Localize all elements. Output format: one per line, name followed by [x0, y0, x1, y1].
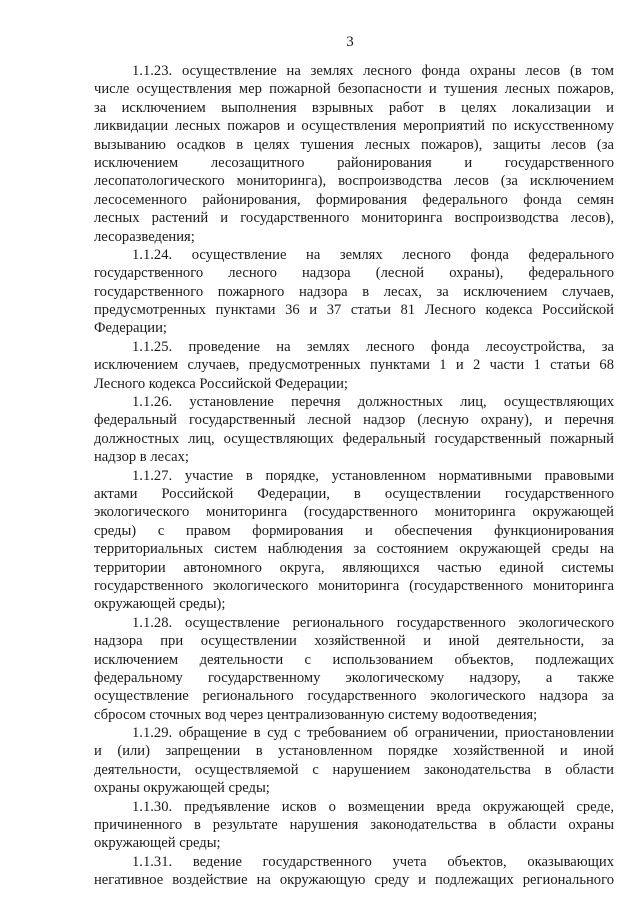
text-line: лесопатологического мониторинга), воспроизводства лесов (за исключением — [94, 173, 614, 190]
text-line: федеральный государственный лесной надзор (лесную охрану), и перечня — [94, 412, 614, 429]
text-line: 1.1.24. осуществление на землях лесного фонда федерального — [132, 246, 614, 263]
text-line: негативное воздействие на окружающую среду и подлежащих регионального — [94, 872, 614, 889]
text-line: Федерации; — [94, 320, 167, 337]
text-line: ликвидации лесных пожаров и осуществления мероприятий по искусственному — [94, 118, 614, 135]
page-number: 3 — [346, 34, 354, 50]
text-line: 1.1.31. ведение государственного учета объектов, оказывающих — [132, 853, 614, 870]
document-body — [94, 62, 614, 890]
text-line: территориальных систем наблюдения за состоянием окружающей среды на — [94, 541, 614, 558]
text-line: деятельности, осуществляемой с нарушением законодательства в области — [94, 761, 614, 778]
text-line: осуществление регионального государственного экологического надзора за — [94, 688, 614, 705]
text-line: исключением деятельности с использованием объектов, подлежащих — [94, 651, 614, 668]
text-line: охраны окружающей среды; — [94, 780, 270, 797]
text-line: 1.1.23. осуществление на землях лесного фонда охраны лесов (в том — [132, 63, 614, 79]
text-line: окружающей среды); — [94, 596, 226, 613]
text-line: лесных растений и государственного мониторинга воспроизводства лесов), — [94, 210, 614, 227]
text-line: 1.1.28. осуществление регионального государственного экологического — [132, 614, 614, 631]
text-line: исключением лесозащитного районирования и государственного — [94, 154, 614, 171]
text-line: государственного пожарного надзора в лесах, за исключением случаев, — [94, 283, 614, 300]
text-line: за исключением выполнения взрывных работ в целях локализации и — [94, 99, 614, 116]
text-line: лесосеменного районирования, формирования федерального фонда семян — [94, 191, 614, 208]
text-line: экологического мониторинга (государственного мониторинга окружающей — [94, 504, 614, 521]
text-line: вызыванию осадков в целях тушения лесных пожаров), защиты лесов (за — [94, 136, 614, 153]
text-line: 1.1.30. предъявление исков о возмещении вреда окружающей среде, — [132, 798, 614, 815]
text-line: лесоразведения; — [94, 228, 195, 245]
text-line: сбросом сточных вод через централизованную систему водоотведения; — [94, 706, 538, 723]
text-line: и (или) запрещении в установленном порядке хозяйственной и иной — [94, 743, 614, 760]
text-line: федеральному государственному экологическому надзору, а также — [94, 669, 614, 686]
text-line: должностных лиц, осуществляющих федеральный государственный пожарный — [94, 430, 614, 447]
text-line: актами Российской Федерации, в осуществлении государственного — [94, 485, 614, 502]
text-line: 1.1.26. установление перечня должностных лиц, осуществляющих — [132, 394, 614, 411]
text-line: среды) с правом формирования и обеспечения функционирования — [94, 522, 614, 539]
text-line: 1.1.27. участие в порядке, установленном нормативными правовыми — [132, 467, 614, 484]
text-line: предусмотренных пунктами 36 и 37 статьи 81 Лесного кодекса Российской — [94, 302, 614, 319]
text-line: окружающей среды; — [94, 835, 221, 852]
text-line: надзор в лесах; — [94, 449, 189, 466]
text-line: числе осуществления мер пожарной безопасности и тушения лесных пожаров, — [94, 81, 614, 98]
text-line: государственного экологического мониторинга (государственного мониторинга — [94, 577, 614, 594]
text-line: Лесного кодекса Российской Федерации; — [94, 375, 348, 392]
text-line: причиненного в результате нарушения законодательства в области охраны — [94, 817, 614, 834]
text-line: государственного лесного надзора (лесной охраны), федерального — [94, 265, 614, 282]
text-line: 1.1.29. обращение в суд с требованием об ограничении, приостановлении — [132, 725, 614, 742]
text-line: исключением случаев, предусмотренных пунктами 1 и 2 части 1 статьи 68 — [94, 357, 614, 374]
text-line: 1.1.25. проведение на землях лесного фонда лесоустройства, за — [132, 338, 614, 355]
text-line: надзора при осуществлении хозяйственной и иной деятельности, за — [94, 633, 614, 650]
text-line: территории автономного округа, являющихся частью единой системы — [94, 559, 614, 576]
